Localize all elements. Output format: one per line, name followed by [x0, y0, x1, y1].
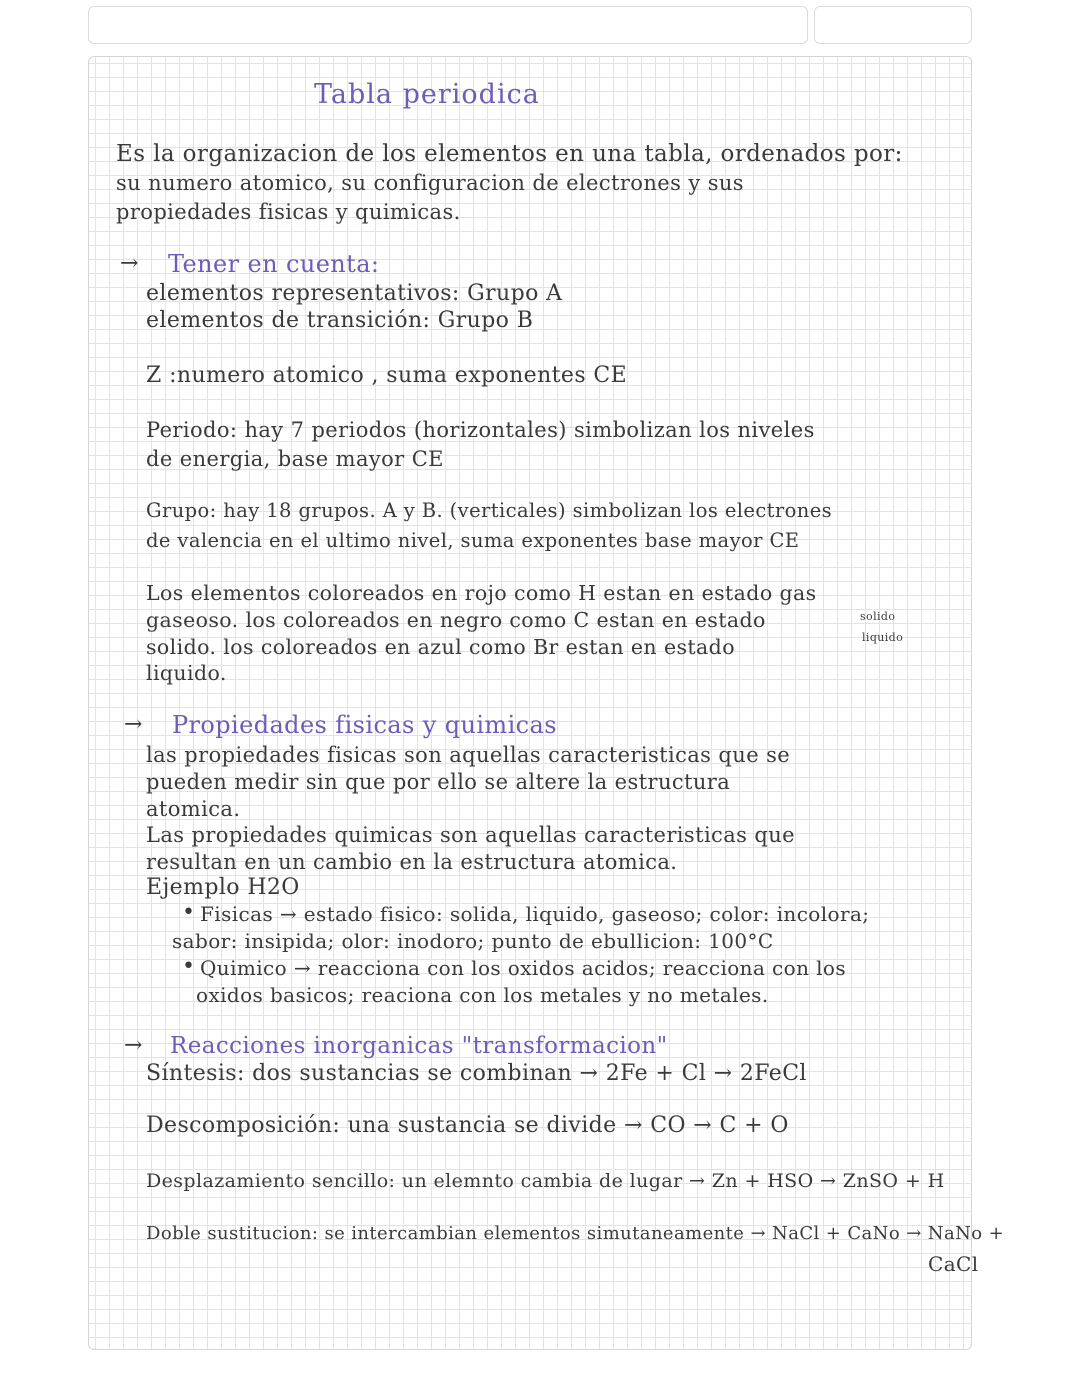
intro-line-1: Es la organizacion de los elementos en una tabla, ordenados por: — [116, 141, 903, 167]
propiedades-heading: Propiedades fisicas y quimicas — [172, 711, 557, 739]
fisicas-line-1: las propiedades fisicas son aquellas caracteristicas que se — [146, 743, 791, 767]
doble-sustitucion-cont: CaCl — [928, 1252, 979, 1276]
periodo-line-1: Periodo: hay 7 periodos (horizontales) simbolizan los niveles — [146, 418, 815, 442]
colores-line-4: liquido. — [146, 661, 227, 685]
grupo-line-2: de valencia en el ultimo nivel, suma exponentes base mayor CE — [146, 529, 800, 552]
quimicas-line-2: resultan en un cambio en la estructura atomica. — [146, 850, 678, 874]
desplazamiento-line: Desplazamiento sencillo: un elemnto cambia de lugar → Zn + HSO → ZnSO + H — [146, 1170, 945, 1192]
arrow-icon: → — [120, 251, 139, 276]
doble-sustitucion-line: Doble sustitucion: se intercambian elementos simutaneamente → NaCl + CaNo → NaNo + — [146, 1223, 1005, 1244]
grupo-line-1: Grupo: hay 18 grupos. A y B. (verticales) simbolizan los electrones — [146, 499, 833, 522]
tener-en-cuenta-line-2: elementos de transición: Grupo B — [146, 308, 534, 333]
notebook-tab-left — [88, 6, 808, 44]
arrow-icon: → — [124, 1033, 143, 1058]
quimico-bullet-line-2: oxidos basicos; reaciona con los metales y no metales. — [196, 983, 769, 1007]
z-definition: Z :numero atomico , suma exponentes CE — [146, 363, 628, 388]
tener-en-cuenta-line-1: elementos representativos: Grupo A — [146, 281, 563, 306]
page-title: Tabla periodica — [314, 79, 540, 110]
colores-line-3: solido. los coloreados en azul como Br estan en estado — [146, 635, 735, 659]
note-solido: solido — [860, 610, 896, 623]
reacciones-heading: Reacciones inorganicas "transformacion" — [170, 1033, 668, 1059]
bullet-icon: • — [182, 900, 195, 925]
ejemplo-label: Ejemplo H2O — [146, 875, 300, 900]
fisicas-line-2: pueden medir sin que por ello se altere la estructura — [146, 770, 731, 794]
quimico-bullet-line-1: Quimico → reacciona con los oxidos acidos; reacciona con los — [200, 956, 847, 980]
tener-en-cuenta-heading: Tener en cuenta: — [168, 250, 380, 278]
fisicas-line-3: atomica. — [146, 797, 241, 821]
sintesis-line: Síntesis: dos sustancias se combinan → 2Fe + Cl → 2FeCl — [146, 1061, 807, 1086]
fisicas-bullet-line-2: sabor: insipida; olor: inodoro; punto de ebullicion: 100°C — [172, 929, 774, 953]
periodo-line-2: de energia, base mayor CE — [146, 447, 444, 471]
colores-line-1: Los elementos coloreados en rojo como H estan en estado gas — [146, 581, 817, 605]
quimicas-line-1: Las propiedades quimicas son aquellas caracteristicas que — [146, 823, 795, 847]
intro-line-2: su numero atomico, su configuracion de electrones y sus — [116, 171, 744, 195]
intro-line-3: propiedades fisicas y quimicas. — [116, 200, 461, 224]
colores-line-2: gaseoso. los coloreados en negro como C estan en estado — [146, 608, 766, 632]
notebook-tab-right — [814, 6, 972, 44]
arrow-icon: → — [124, 712, 143, 737]
note-liquido: liquido — [862, 631, 904, 644]
fisicas-bullet-line-1: Fisicas → estado fisico: solida, liquido, gaseoso; color: incolora; — [200, 902, 870, 926]
descomposicion-line: Descomposición: una sustancia se divide → CO → C + O — [146, 1113, 789, 1138]
bullet-icon: • — [182, 954, 195, 979]
